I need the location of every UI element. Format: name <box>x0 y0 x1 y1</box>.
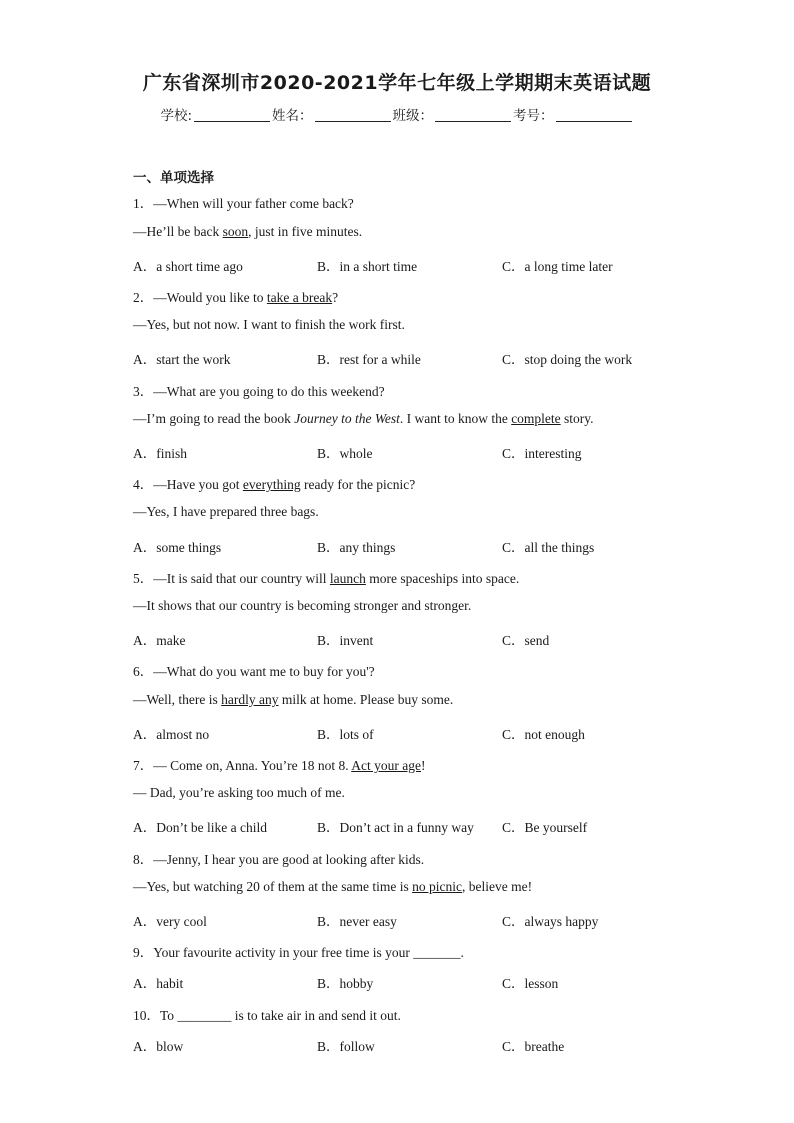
q8-underlined-word: no picnic <box>412 879 462 894</box>
q5-underlined-word: launch <box>329 571 366 586</box>
q6-option-b: B．lots of <box>317 727 374 742</box>
q5-text: 5．—It is said that our country will <box>133 571 330 586</box>
q5-option-c: C．send <box>502 633 550 648</box>
q4-text: ready for the picnic? <box>300 477 416 492</box>
exam-no-blank <box>556 107 632 122</box>
q8-a-text: —Yes, but watching 20 of them at the same time is <box>133 879 413 894</box>
q4-option-a: A．some things <box>133 540 222 555</box>
question-10-text: 10．To ________ is to take air in and send it out. <box>133 1008 401 1023</box>
q6-underlined-word: hardly any <box>221 692 279 707</box>
question-6-text: 6．—What do you want me to buy for you'? <box>133 664 375 679</box>
q1-option-c: C．a long time later <box>502 259 613 274</box>
student-info-row <box>0 104 794 124</box>
q1-underlined-word: soon <box>222 224 249 239</box>
question-9-text: 9．Your favourite activity in your free time is your _______. <box>133 945 464 960</box>
q3-option-b: B．whole <box>317 446 373 461</box>
q1-option-b: B．in a short time <box>317 259 418 274</box>
q1-text: 1．—When will your father come back? <box>133 196 354 211</box>
q3-option-c: C．interesting <box>502 446 582 461</box>
question-8-dialogue <box>133 879 532 895</box>
question-4-dialogue: —Yes, I have prepared three bags. <box>133 504 319 519</box>
q9-option-c: C．lesson <box>502 976 559 991</box>
q3-a-text: —I’m going to read the book <box>133 411 295 426</box>
q3-book-title: Journey to the West <box>294 411 400 426</box>
q3-option-a: A．finish <box>133 446 187 461</box>
question-2-dialogue: —Yes, but not now. I want to finish the work first. <box>133 317 405 332</box>
q3-underlined-word: complete <box>511 411 561 426</box>
name-label: 姓名： <box>272 108 313 124</box>
q6-a-text: —Well, there is <box>133 692 222 707</box>
q2-option-a: A．start the work <box>133 352 231 367</box>
q4-option-c: C．all the things <box>502 540 595 555</box>
class-label: 班级： <box>392 108 434 124</box>
question-7-dialogue: — Dad, you’re asking too much of me. <box>133 785 345 800</box>
q2-option-b: B．rest for a while <box>317 352 421 367</box>
q6-a-text: milk at home. Please buy some. <box>278 692 454 707</box>
q1-a-text: , just in five minutes. <box>248 224 363 239</box>
question-4-text <box>133 473 415 493</box>
school-label: 学校: <box>160 108 193 124</box>
q7-text: ! <box>421 758 426 773</box>
question-2-text <box>133 286 338 306</box>
name-blank <box>315 107 391 122</box>
question-1-dialogue <box>133 224 362 240</box>
q3-a-text: story. <box>560 411 594 426</box>
q8-option-a: A．very cool <box>133 914 207 929</box>
q7-option-b: B．Don’t act in a funny way <box>317 820 474 835</box>
q2-option-c: C．stop doing the work <box>502 352 633 367</box>
q7-option-c: C．Be yourself <box>502 820 588 835</box>
q5-option-a: A．make <box>133 633 186 648</box>
q5-text: more spaceships into space. <box>365 571 520 586</box>
question-5-text <box>133 567 519 587</box>
q7-text: 7．— Come on, Anna. You’re 18 not 8. <box>133 758 352 773</box>
class-blank <box>435 107 511 122</box>
section-heading: 一、单项选择 <box>133 170 214 186</box>
q7-underlined-word: Act your age <box>351 758 421 773</box>
q2-underlined-word: take a break <box>266 290 333 305</box>
q10-option-c: C．breathe <box>502 1039 565 1054</box>
question-6-dialogue <box>133 692 453 708</box>
q4-option-b: B．any things <box>317 540 396 555</box>
q1-a-text: —He’ll be back <box>133 224 223 239</box>
q4-underlined-word: everything <box>242 477 301 492</box>
q10-option-b: B．follow <box>317 1039 375 1054</box>
q5-option-b: B．invent <box>317 633 374 648</box>
question-1-text <box>133 192 354 212</box>
q6-option-c: C．not enough <box>502 727 585 742</box>
q3-a-text: . I want to know the <box>399 411 512 426</box>
q8-a-text: , believe me! <box>461 879 533 894</box>
q9-option-b: B．hobby <box>317 976 374 991</box>
page-title: 广东省深圳市2020-2021学年七年级上学期期末英语试题 <box>142 72 652 94</box>
q2-text: ? <box>332 290 339 305</box>
q10-option-a: A．blow <box>133 1039 184 1054</box>
q9-option-a: A．habit <box>133 976 184 991</box>
exam-no-label: 考号： <box>513 108 554 124</box>
school-blank <box>194 107 270 122</box>
q4-text: 4．—Have you got <box>133 477 243 492</box>
q2-text: 2．—Would you like to <box>133 290 267 305</box>
q1-option-a: A．a short time ago <box>133 259 243 274</box>
q6-option-a: A．almost no <box>133 727 210 742</box>
q8-option-c: C．always happy <box>502 914 599 929</box>
question-3-dialogue <box>133 411 594 427</box>
question-5-dialogue: —It shows that our country is becoming stronger and stronger. <box>133 598 472 613</box>
question-7-text <box>133 754 426 774</box>
question-3-text: 3．—What are you going to do this weekend? <box>133 384 385 399</box>
q8-option-b: B．never easy <box>317 914 397 929</box>
question-8-text: 8．—Jenny, I hear you are good at looking after kids. <box>133 852 425 867</box>
q7-option-a: A．Don’t be like a child <box>133 820 267 835</box>
